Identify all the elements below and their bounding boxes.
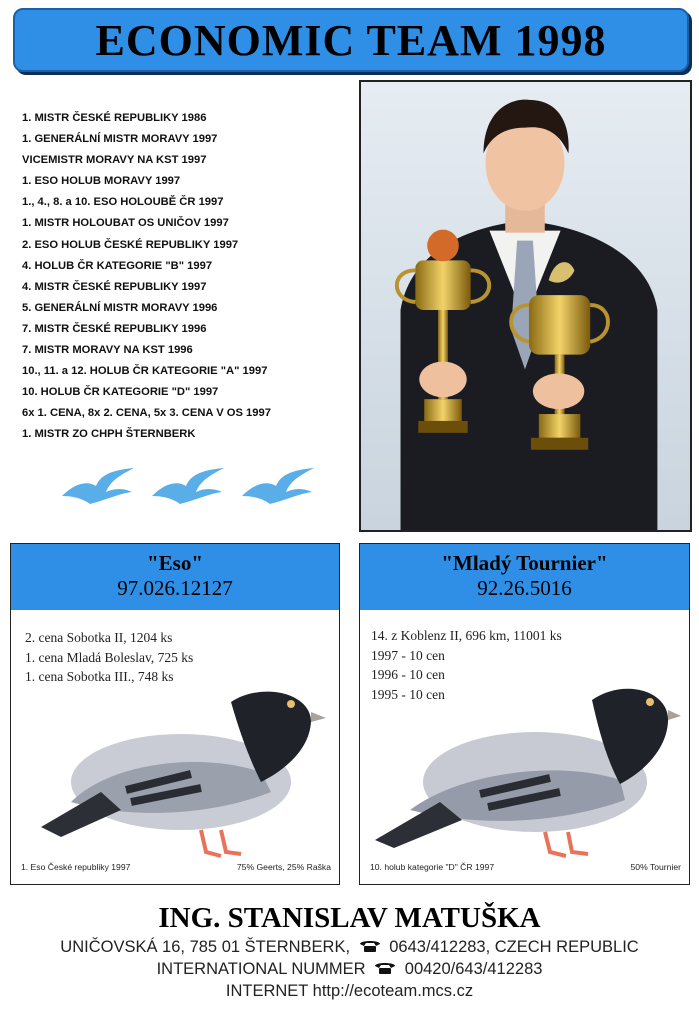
card-footer [370, 862, 681, 872]
pigeon-pedigree: 50% Tournier [630, 862, 681, 872]
pigeon-card-eso [10, 543, 340, 885]
internet-line [0, 980, 699, 1002]
pigeon-title: 1. Eso České republiky 1997 [21, 862, 131, 872]
achievement-item: 7. MISTR MORAVY NA KST 1996 [22, 344, 193, 357]
pigeon-name: "Eso" [147, 551, 203, 575]
result-line: 1997 - 10 cen [371, 647, 445, 663]
achievement-item: 10., 11. a 12. HOLUB ČR KATEGORIE "A" 1997 [22, 365, 268, 378]
bird-logo-row [60, 466, 320, 510]
international-line [0, 958, 699, 980]
telephone-icon [374, 961, 396, 975]
achievements-list [22, 108, 352, 446]
phone-number: 0643/412283, CZECH REPUBLIC [389, 938, 639, 956]
result-line: 14. z Koblenz II, 696 km, 11001 ks [371, 628, 562, 643]
pigeon-results [371, 626, 562, 704]
owner-name: ING. STANISLAV MATUŠKA [158, 902, 541, 934]
achievement-item: 1., 4., 8. a 10. ESO HOLOUBĚ ČR 1997 [22, 196, 224, 209]
page-title: ECONOMIC TEAM 1998 [95, 15, 607, 65]
achievement-item: 7. MISTR ČESKÉ REPUBLIKY 1996 [22, 322, 207, 335]
result-line: 1. cena Sobotka III., 748 ks [25, 669, 174, 684]
pigeon-card-mlady-tournier [359, 543, 690, 885]
bird-logo-icon [240, 466, 316, 506]
telephone-icon [359, 939, 381, 953]
bird-logo-icon [60, 466, 136, 506]
pigeon-results [25, 628, 193, 687]
achievement-item: 4. HOLUB ČR KATEGORIE "B" 1997 [22, 259, 213, 272]
title-banner [13, 8, 689, 72]
achievement-item: 1. MISTR ZO CHPH ŠTERNBERK [22, 428, 196, 441]
pigeon-name: "Mladý Tournier" [441, 551, 608, 575]
international-phone: 00420/643/412283 [404, 960, 543, 978]
website-link[interactable]: http://ecoteam.mcs.cz [312, 982, 474, 1000]
result-line: 2. cena Sobotka II, 1204 ks [25, 630, 173, 645]
pigeon-pedigree: 75% Geerts, 25% Raška [236, 862, 331, 872]
achievement-item: 4. MISTR ČESKÉ REPUBLIKY 1997 [22, 280, 207, 293]
pigeon-ring-number: 97.026.12127 [117, 576, 233, 600]
achievement-item: 1. ESO HOLUB MORAVY 1997 [22, 175, 181, 188]
achievement-item: VICEMISTR MORAVY NA KST 1997 [22, 154, 207, 167]
card-footer [21, 862, 331, 872]
portrait-photo [359, 80, 692, 532]
international-label: INTERNATIONAL NUMMER [156, 960, 366, 978]
result-line: 1. cena Mladá Boleslav, 725 ks [25, 649, 194, 665]
address: UNIČOVSKÁ 16, 785 01 ŠTERNBERK, [60, 938, 351, 956]
card-header [11, 544, 339, 610]
contact-footer [0, 900, 699, 1002]
pigeon-title: 10. holub kategorie "D" ČR 1997 [370, 862, 495, 872]
result-line: 1995 - 10 cen [371, 686, 445, 702]
pigeon-ring-number: 92.26.5016 [477, 576, 572, 600]
achievement-item: 1. MISTR HOLOUBAT OS UNIČOV 1997 [22, 217, 229, 230]
address-line [0, 936, 699, 958]
achievement-item: 1. MISTR ČESKÉ REPUBLIKY 1986 [22, 112, 207, 124]
card-header [360, 544, 689, 610]
result-line: 1996 - 10 cen [371, 667, 445, 682]
achievement-item: 2. ESO HOLUB ČESKÉ REPUBLIKY 1997 [22, 238, 239, 251]
achievement-item: 1. GENERÁLNÍ MISTR MORAVY 1997 [22, 133, 218, 146]
internet-label: INTERNET [225, 982, 309, 1000]
bird-logo-icon [150, 466, 226, 506]
achievement-item: 10. HOLUB ČR KATEGORIE "D" 1997 [22, 386, 219, 399]
achievement-item: 5. GENERÁLNÍ MISTR MORAVY 1996 [22, 301, 218, 314]
achievement-item: 6x 1. CENA, 8x 2. CENA, 5x 3. CENA V OS 1997 [22, 407, 271, 420]
